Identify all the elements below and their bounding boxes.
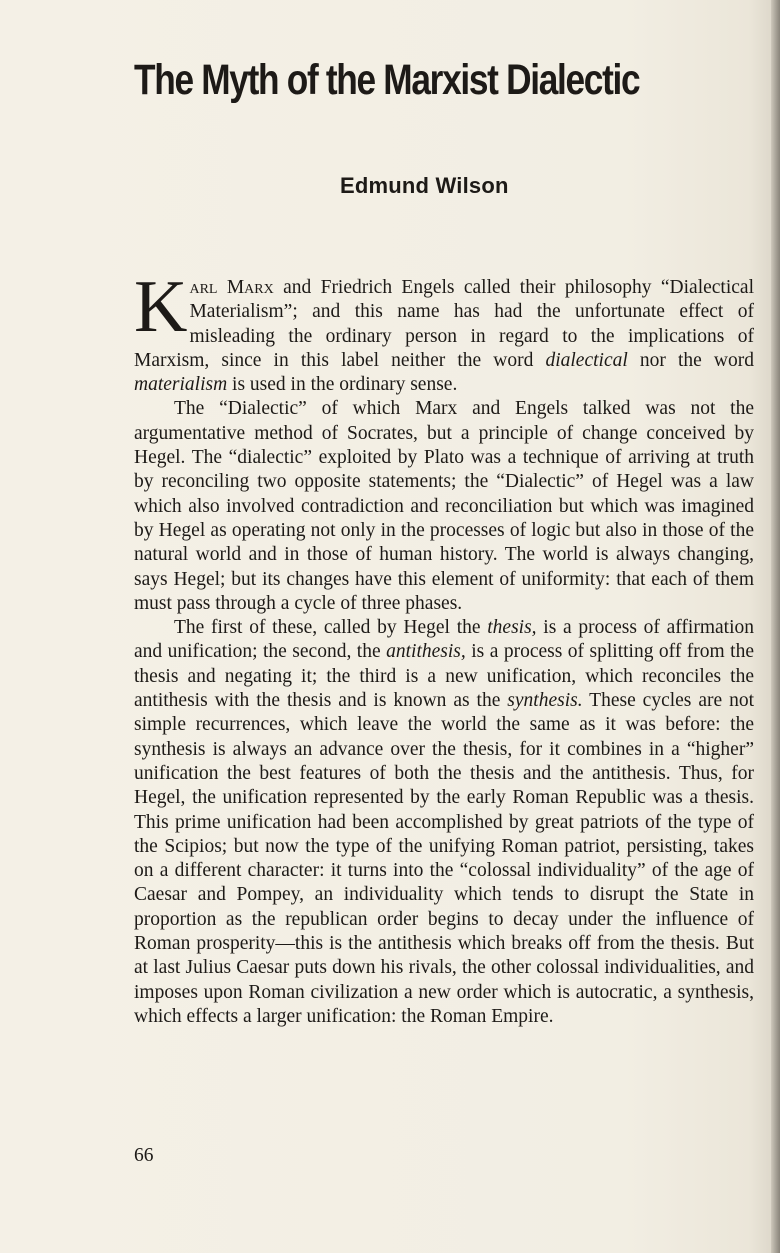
- paragraph-text: and Friedrich Engels called their philosophy “Dialectical Materialism”; and this name has had the unfortunate effect of misleading the ordinary person in regard to the implications of Marxism, since in this label neither the word: [134, 277, 754, 371]
- article-author: Edmund Wilson: [340, 173, 509, 198]
- paragraph-1: [134, 266, 754, 397]
- paragraph-2: [134, 397, 754, 616]
- italic-term: antithesis,: [386, 641, 466, 663]
- paragraph-text: is used in the ordinary sense.: [227, 374, 458, 396]
- page-number: 66: [134, 1145, 154, 1166]
- article-body: [134, 266, 754, 1029]
- paragraph-text: nor the word: [627, 349, 754, 371]
- paragraph-3: [134, 616, 754, 1029]
- italic-term: materialism: [134, 374, 228, 396]
- paragraph-text: is a process of affirmation and unification; the second, the: [134, 617, 754, 663]
- paragraph-text: The “Dialectic” of which Marx and Engels talked was not the argumentative method of Socrates, but a principle of change conceived by Hegel. The “dialectic” exploited by Plato was a technique of arriving at truth by reconciling two opposite statements; the “Dialectic” of Hegel was a law which also involved contradiction and reconciliation but which was imagined by Hegel as operating not only in the processes of logic but also in those of the natural world and in those of human history. The world is always changing, says Hegel; but its changes have this element of uniformity: that each of them must pass through a cycle of three phases.: [134, 398, 754, 614]
- paragraph-text: is a process of splitting off from the thesis and negating it; the third is a new unification, which reconciles the antithesis with the thesis and is known as the: [134, 641, 754, 712]
- article-title: The Myth of the Marxist Dialectic: [134, 56, 640, 104]
- paragraph-text: The first of these, called by Hegel the: [174, 617, 488, 639]
- page-edge-shadow: [771, 0, 780, 1253]
- paragraph-text: These cycles are not simple recurrences, which leave the world the same as it was before: the synthesis is always an advance over the thesis, for it combines in a “higher” unification the best features of both the thesis and the antithesis. Thus, for Hegel, the unification represented by the early Roman Republic was a thesis. This prime unification had been accomplished by great patriots of the type of the Scipios; but now the type of the unifying Roman patriot, persisting, takes on a different character: it turns into the “colossal individuality” of the age of Caesar and Pompey, an individuality which tends to disrupt the State in proportion as the republican order begins to decay under the influence of Roman prosperity—this is the antithesis which breaks off from the thesis. But at last Julius Caesar puts down his rivals, the other colossal individualities, and imposes upon Roman civilization a new order which is autocratic, a synthesis, which effects a larger unification: the Roman Empire.: [134, 690, 754, 1027]
- opening-small-caps: arl Marx: [189, 277, 274, 298]
- drop-cap: K: [134, 266, 188, 348]
- italic-term: dialectical: [545, 349, 628, 371]
- italic-term: synthesis.: [507, 690, 583, 712]
- italic-term: thesis,: [487, 617, 537, 639]
